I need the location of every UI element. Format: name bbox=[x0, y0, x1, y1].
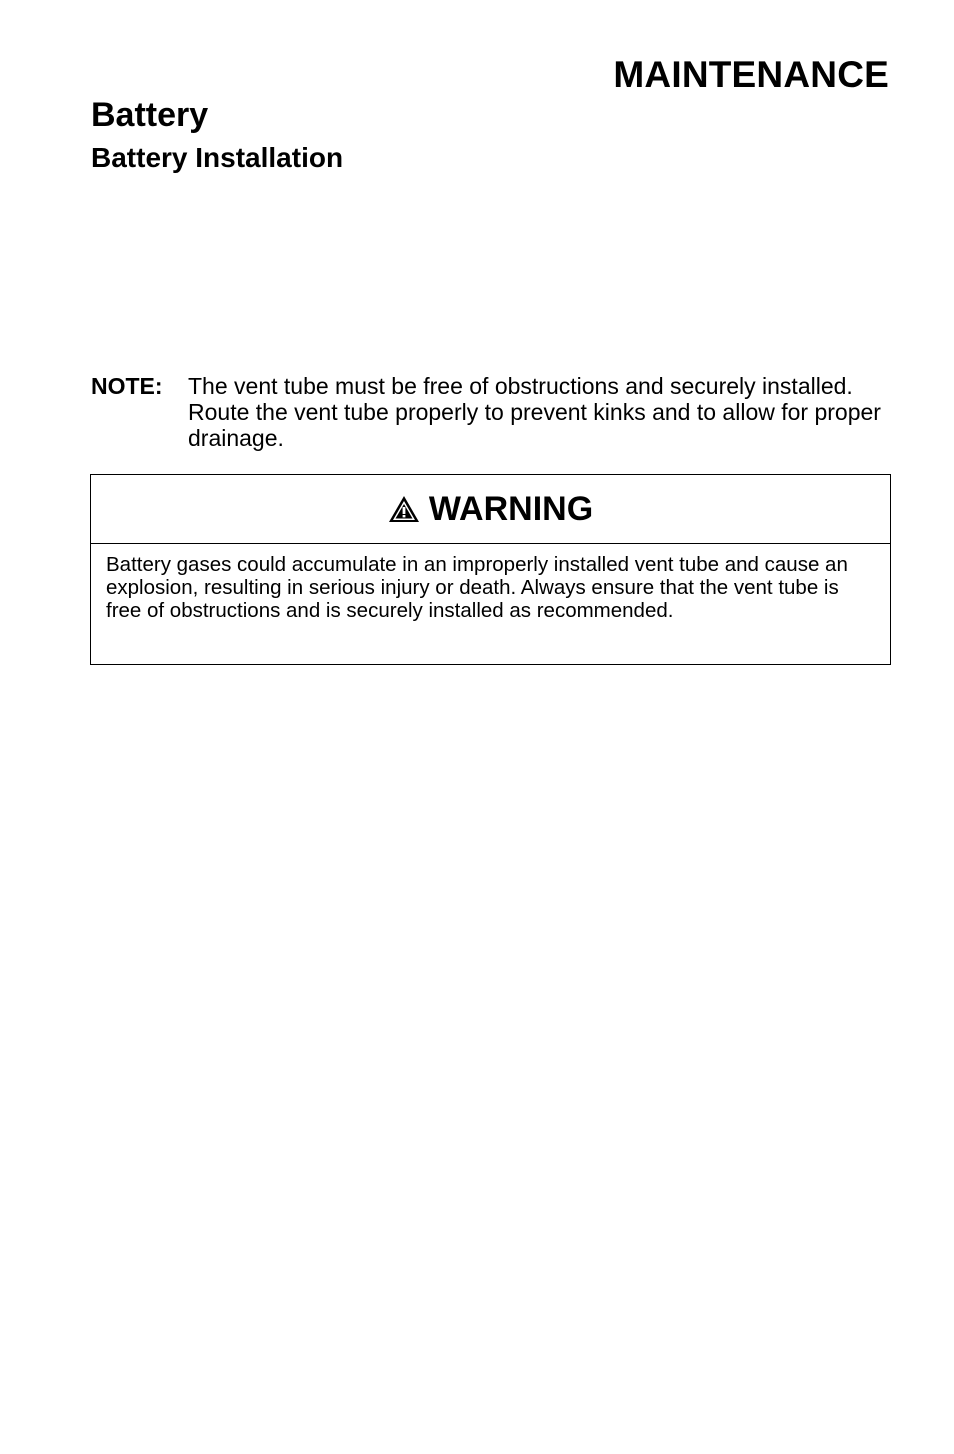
note-label: NOTE: bbox=[91, 373, 163, 399]
warning-body-text: Battery gases could accumulate in an improperly installed vent tube and cause an explosion, resulting in serious injury or death. Always ensure that the vent tube is free of obstructions and is securely installed as recommended. bbox=[106, 553, 848, 622]
note-block bbox=[91, 373, 891, 451]
warning-header bbox=[91, 475, 890, 544]
section-title: Battery bbox=[91, 96, 209, 134]
warning-box bbox=[90, 474, 891, 665]
note-text: The vent tube must be free of obstructions and securely installed. Route the vent tube properly to prevent kinks and to allow for proper drainage. bbox=[188, 373, 881, 451]
warning-title: WARNING bbox=[428, 490, 594, 528]
subsection-title: Battery Installation bbox=[91, 142, 344, 173]
page-chapter-heading: MAINTENANCE bbox=[613, 54, 889, 95]
warning-triangle-icon bbox=[388, 495, 420, 523]
